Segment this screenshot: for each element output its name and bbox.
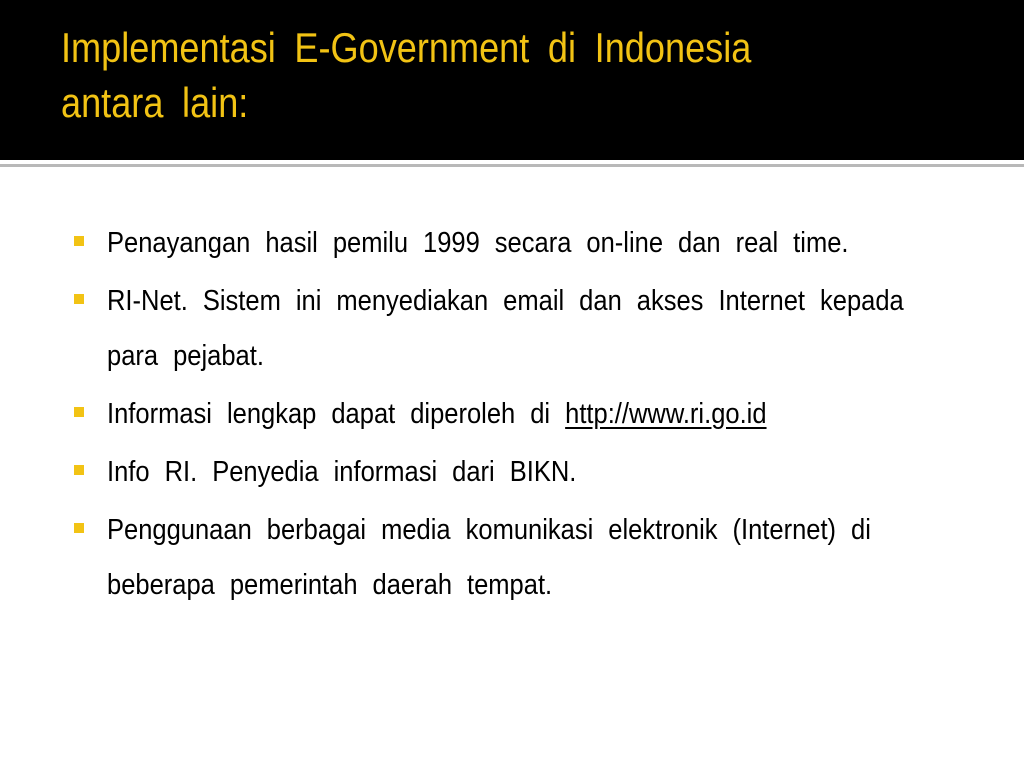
square-bullet-icon xyxy=(74,523,84,533)
bullet-item xyxy=(74,503,954,613)
bullet-text-with-link xyxy=(107,387,955,442)
bullet-text: Info RI. Penyedia informasi dari BIKN. xyxy=(107,456,577,488)
bullet-list xyxy=(74,216,954,616)
bullet-text: Informasi lengkap dapat diperoleh di xyxy=(107,398,566,430)
square-bullet-icon xyxy=(74,236,84,246)
bullet-item xyxy=(74,445,954,500)
square-bullet-icon xyxy=(74,294,84,304)
square-bullet-icon xyxy=(74,407,84,417)
bullet-item xyxy=(74,274,954,384)
bullet-text: RI-Net. Sistem ini menyediakan email dan akses Internet kepada para pejabat. xyxy=(107,285,904,372)
bullet-item xyxy=(74,387,954,442)
title-divider xyxy=(0,164,1024,167)
square-bullet-icon xyxy=(74,465,84,475)
bullet-item xyxy=(74,216,954,271)
slide-title: Implementasi E-Government di Indonesia antara lain: xyxy=(61,24,752,126)
bullet-text: Penggunaan berbagai media komunikasi elektronik (Internet) di beberapa pemerintah daerah tempat. xyxy=(107,514,871,601)
ri-website-link[interactable]: http://www.ri.go.id xyxy=(565,398,767,430)
bullet-text: Penayangan hasil pemilu 1999 secara on-line dan real time. xyxy=(107,227,849,259)
title-band xyxy=(0,0,1024,160)
